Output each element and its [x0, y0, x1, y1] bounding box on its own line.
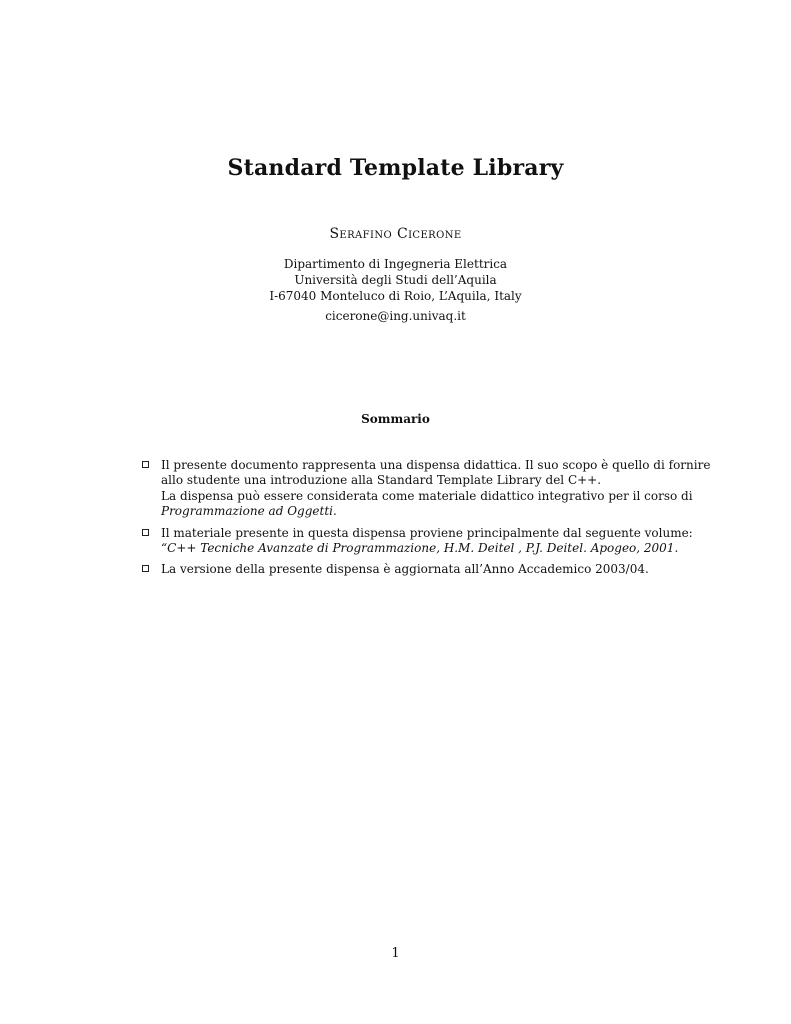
square-bullet-icon: [142, 529, 149, 536]
page-number: 1: [391, 946, 400, 961]
document-title: Standard Template Library: [227, 154, 564, 181]
author-name: Serafino Cicerone: [329, 226, 462, 242]
abstract-item-line: Il materiale presente in questa dispensa proviene principalmente dal seguente volume:: [161, 525, 693, 540]
abstract-item-line: Il presente documento rappresenta una dispensa didattica. Il suo scopo è quello di fornire: [161, 458, 711, 472]
abstract-item-line: La versione della presente dispensa è aggiornata all’Anno Accademico 2003/04.: [161, 562, 649, 577]
affiliation-line: Dipartimento di Ingegneria Elettrica: [283, 257, 508, 271]
course-name: Programmazione ad Oggetti: [161, 504, 333, 519]
abstract-item: [142, 525, 693, 557]
abstract-item-line: [161, 504, 662, 519]
affiliation-line: I-67040 Monteluco di Roio, L’Aquila, Italy: [269, 289, 522, 303]
abstract-item-line: allo studente una introduzione alla Standard Template Library del C++.: [161, 473, 602, 488]
abstract-heading: Sommario: [361, 412, 430, 426]
square-bullet-icon: [142, 461, 149, 468]
affiliation-block: [0, 256, 791, 304]
square-bullet-icon: [142, 565, 149, 572]
abstract-item-line: La dispensa può essere considerata come materiale didattico integrativo per il corso di: [161, 488, 693, 503]
reference-citation: “C++ Tecniche Avanzate di Programmazione, H.M. Deitel , P.J. Deitel. Apogeo, 2001.: [161, 541, 679, 556]
abstract-list: [142, 458, 711, 584]
abstract-item: [142, 562, 662, 577]
punctuation: .: [332, 504, 337, 519]
abstract-item: [142, 458, 711, 520]
author-email: cicerone@ing.univaq.it: [325, 309, 466, 323]
affiliation-line: Università degli Studi dell’Aquila: [294, 273, 497, 287]
